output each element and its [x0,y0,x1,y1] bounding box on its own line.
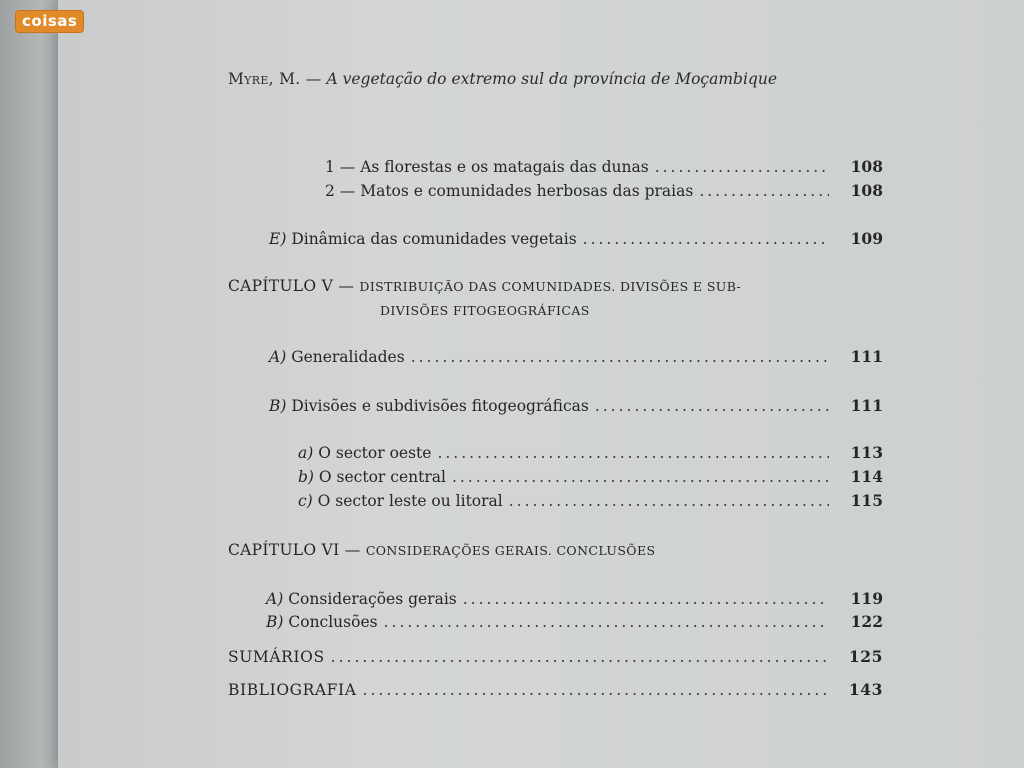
header-title: A vegetação do extremo sul da província de Moçambique [326,70,778,88]
toc-entry-label: 1 — As florestas e os matagais das dunas [325,158,649,176]
toc-page-number: 125 [848,647,883,666]
toc-entry-conclusoes [266,612,883,634]
toc-page-number: 109 [850,229,883,248]
toc-entry-label: O sector central [318,468,446,486]
chapter-prefix: CAPÍTULO VI — [228,541,361,559]
toc-entry-letter: a) [298,444,314,462]
chapter-title-line1: CONSIDERAÇÕES GERAIS. CONCLUSÕES [365,543,656,558]
toc-page-number: 108 [850,181,883,200]
leader-dots [595,397,829,415]
leader-dots [363,681,829,699]
toc-entry-consideracoes [266,589,883,611]
chapter-title-line2: DIVISÕES FITOGEOGRÁFICAS [380,303,590,318]
toc-page-number: 122 [850,612,883,631]
toc-page-number: 108 [850,157,883,176]
toc-entry-generalidades [269,347,883,369]
toc-entry-label: Considerações gerais [288,590,457,608]
toc-entry-bibliografia [228,680,883,702]
toc-entry-sector-leste [298,491,883,513]
toc-page-number: 111 [850,396,883,415]
watermark-logo: coisas [15,10,84,33]
leader-dots [411,348,829,366]
toc-page-number: 113 [850,443,883,462]
chapter-heading-v [228,277,848,295]
toc-entry-label: O sector oeste [318,444,432,462]
toc-entry-divisoes [269,396,883,418]
leader-dots [699,182,829,200]
toc-page-number: 119 [850,589,883,608]
toc-entry-label: SUMÁRIOS [228,648,325,666]
toc-entry-letter: A) [266,590,284,608]
leader-dots [509,492,829,510]
toc-entry-label: O sector leste ou litoral [317,492,503,510]
toc-entry-label: BIBLIOGRAFIA [228,681,357,699]
leader-dots [463,590,829,608]
toc-entry-sector-oeste [298,443,883,465]
chapter-heading-vi [228,541,848,559]
toc-entry-label: 2 — Matos e comunidades herbosas das praias [325,182,694,200]
book-gutter [0,0,58,768]
leader-dots [452,468,829,486]
running-header [228,70,777,88]
toc-entry-sumarios [228,647,883,669]
toc-entry-letter: B) [266,613,284,631]
toc-entry-label: Conclusões [288,613,378,631]
toc-entry-sector-central [298,467,883,489]
toc-entry-letter: b) [298,468,314,486]
toc-page-number: 143 [848,680,883,699]
leader-dots [655,158,829,176]
toc-entry-letter: E) [269,230,287,248]
chapter-prefix: CAPÍTULO V — [228,277,355,295]
toc-entry-letter: A) [269,348,287,366]
toc-page-number: 111 [850,347,883,366]
leader-dots [331,648,829,666]
toc-entry-label: Divisões e subdivisões fitogeográficas [291,397,589,415]
toc-entry-matos [325,181,883,203]
toc-page-number: 114 [850,467,883,486]
header-author: Myre, M. — [228,70,322,88]
toc-entry-florestas [325,157,883,179]
toc-entry-letter: B) [269,397,287,415]
toc-entry-dinamica [269,229,883,251]
leader-dots [384,613,829,631]
chapter-title-line1: DISTRIBUIÇÃO DAS COMUNIDADES. DIVISÕES E SUB- [359,279,742,294]
toc-entry-letter: c) [298,492,313,510]
toc-page-number: 115 [850,491,883,510]
toc-entry-label: Dinâmica das comunidades vegetais [291,230,577,248]
leader-dots [583,230,829,248]
leader-dots [437,444,829,462]
toc-entry-label: Generalidades [291,348,405,366]
